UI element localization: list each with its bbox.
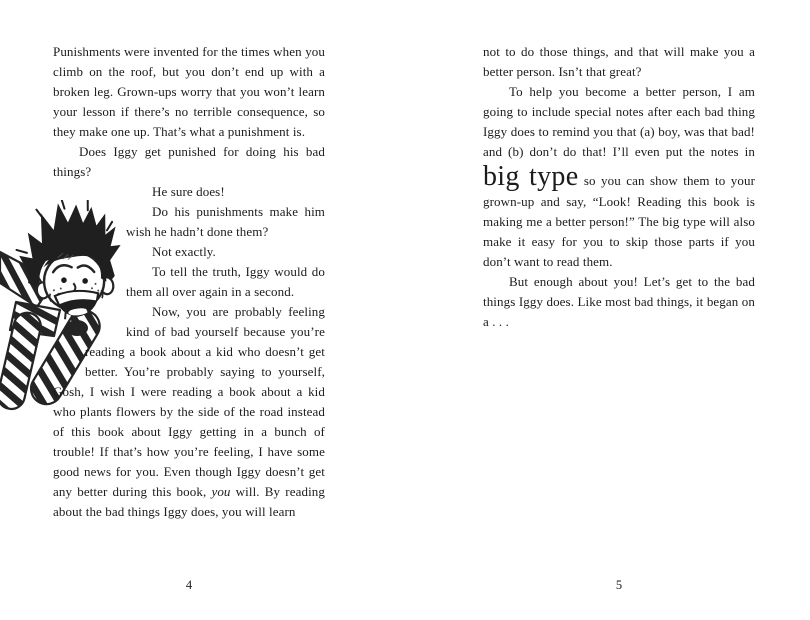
page-number-right: 5	[615, 578, 623, 592]
text-run: He sure does!	[152, 184, 225, 199]
paragraph	[53, 182, 325, 202]
left-page	[53, 0, 325, 620]
left-page-text	[53, 42, 325, 522]
text-wrap-spacer	[53, 342, 85, 382]
text-run: so you can show them to your grown-up and say, “Look! Reading this book is making me a better person!” The big type will also make it easy for you to skip those parts if you don’t want to read them.	[483, 173, 755, 269]
paragraph	[53, 142, 325, 182]
paragraph	[483, 272, 755, 332]
page-number-left: 4	[185, 578, 193, 592]
text-run: you	[211, 484, 231, 499]
paragraph	[483, 42, 755, 82]
text-run: will. By reading about the bad things Iggy does, you will learn	[53, 484, 325, 519]
paragraph	[483, 82, 755, 272]
text-run: Not exactly.	[152, 244, 216, 259]
text-run: To tell the truth, Iggy would do them all over again in a second.	[126, 264, 325, 299]
paragraph	[53, 42, 325, 142]
text-run: Now, you are probably feeling kind of bad yourself because you’re reading a book about a kid who doesn’t get better. You’re probably saying to yourself, Gosh, I wish I were reading a book about a kid who plants flowers by the side of the road instead of this book about Iggy getting in a bunch of trouble! If that’s how you’re feeling, I have some good news for you. Even though Iggy doesn’t get any better during this book,	[53, 304, 325, 499]
text-run: To help you become a better person, I am going to include special notes after each bad thing Iggy does to remind you that (a) boy, was that bad! and (b) don’t do that! I’ll even put the notes in	[483, 84, 755, 159]
big-type-text: big type	[483, 161, 579, 192]
text-run: Do his punishments make him wish he hadn’t done them?	[126, 204, 325, 239]
right-page-text	[483, 42, 755, 332]
text-run: Does Iggy get punished for doing his bad things?	[53, 144, 325, 179]
text-wrap-spacer	[53, 182, 126, 342]
text-run: Punishments were invented for the times when you climb on the roof, but you don’t end up with a broken leg. Grown-ups worry that you won’t learn your lesson if there’s no terrible consequence, so they make one up. That’s what a punishment is.	[53, 44, 325, 139]
right-page	[483, 0, 755, 620]
text-run: But enough about you! Let’s get to the bad things Iggy does. Like most bad things, it began on a . . .	[483, 274, 755, 329]
text-run: not to do those things, and that will make you a better person. Isn’t that great?	[483, 44, 755, 79]
